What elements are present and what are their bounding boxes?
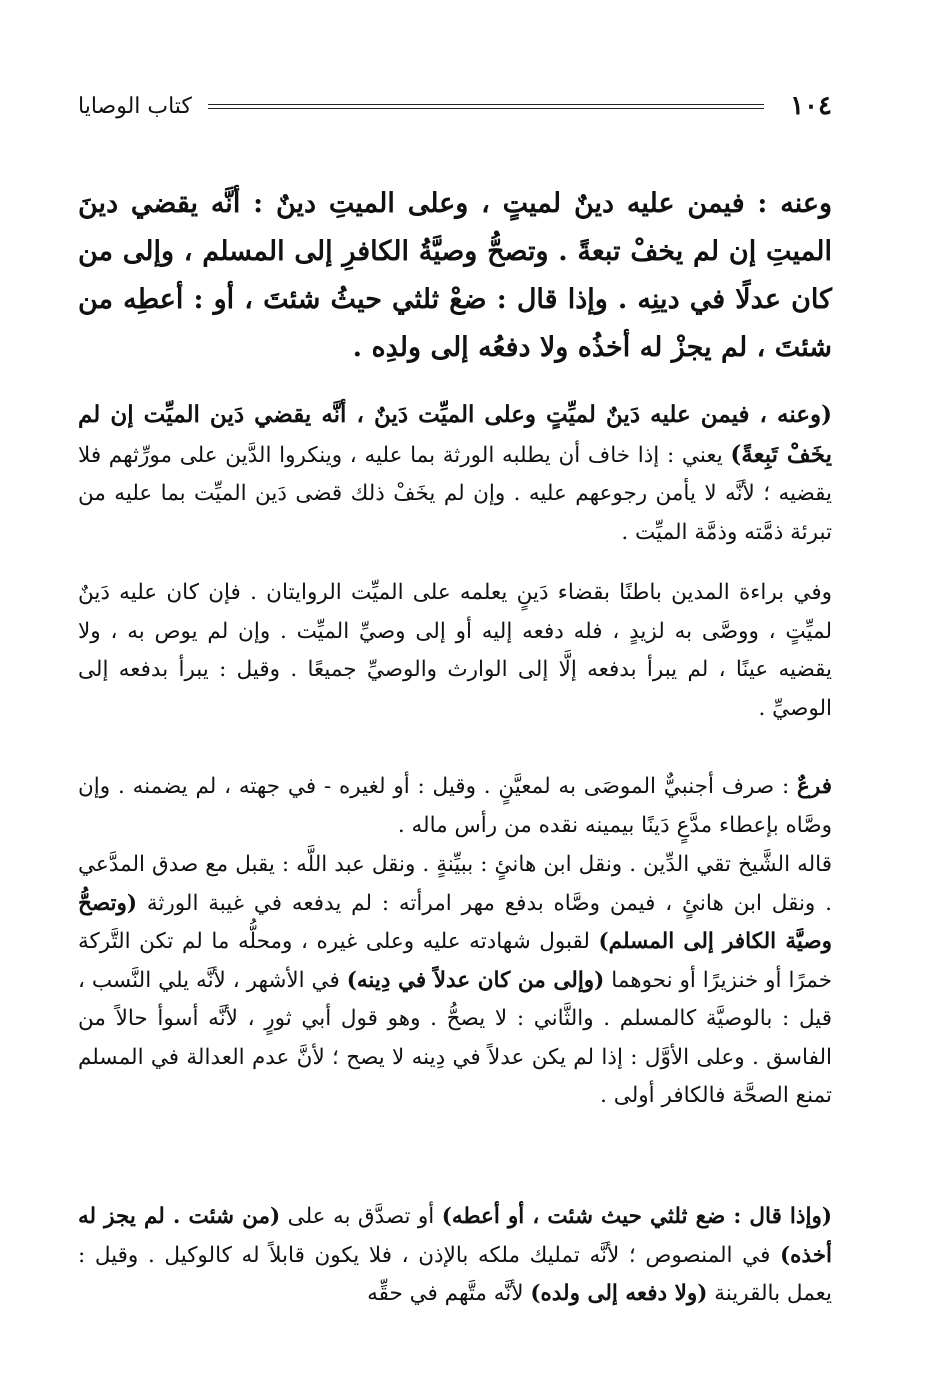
commentary-lemma: (ولا دفعه إلى ولده) [530,1281,708,1306]
commentary-text: لأنَّه متَّهم في حقِّه [367,1281,531,1306]
commentary-lemma: (وتصحُّ وصيَّة الكافر إلى المسلم) [78,890,832,954]
commentary-paragraph-3 [78,768,832,845]
commentary-lemma: (وعنه ، فيمن عليه دَينٌ لميِّتٍ وعلى الميِّت دَينٌ ، أنَّه يقضي دَين الميِّت إن لم يخَفْ تَبِعةً) [78,401,832,468]
book-title: كتاب الوصايا [78,93,192,119]
commentary-text: وفي براءة المدين باطنًا بقضاء دَينٍ يعلمه على الميِّت الروايتان . فإن كان عليه دَينٌ لميِّتٍ ، ووصَّى به لزيدٍ ، فله دفعه إليه أو إلى وصيِّ الميِّت . وإن لم يوص به ، ولا يقضيه عينًا ، لم يبرأ بدفعه إلَّا إلى الوارث والوصيِّ جميعًا . وقيل : يبرأ بدفعه إلى الوصيِّ . [78,580,832,721]
section-label-far: فرعٌ [797,774,832,799]
commentary-paragraph-1 [78,396,832,552]
header-rule [208,104,764,109]
commentary-paragraph-5 [78,1198,832,1314]
commentary-text: أو تصدَّق به على [280,1204,442,1229]
commentary-text: في الأشهر ، لأنَّه يلي النَّسب ، قيل : بالوصيَّة كالمسلم . والثَّاني : لا يصحُّ . وهو قول أبي ثورٍ ، لأنَّه أسوأ حالاً من الفاسق . وعلى الأوَّل : إذا لم يكن عدلاً في دِينه لا يصح ؛ لأنَّ عدم العدالة في المسلم تمنع الصحَّة فالكافر أولى . [78,967,832,1108]
commentary-lemma: (وإلى من كان عدلاً في دِينه) [346,967,605,993]
commentary-text: : صرف أجنبيٌّ الموصَى به لمعيَّنٍ . وقيل : أو لغيره - في جهته ، لم يضمنه . وإن وصَّاه بإعطاء مدَّعٍ دَينًا بيمينه نقده من رأس ماله . [78,774,832,838]
commentary-text: في المنصوص ؛ لأنَّه تمليك ملكه بالإذن ، فلا يكون قابلاً له كالوكيل . وقيل : يعمل بالقرينة [78,1242,832,1306]
commentary-paragraph-2 [78,574,832,728]
commentary-lemma: (وإذا قال : ضع ثلثي حيث شئت ، أو أعطه) [441,1204,832,1229]
running-header [78,86,832,126]
matn-text: وعنه : فيمن عليه دينٌ لميتٍ ، وعلى الميتِ دينٌ : أنَّه يقضي دينَ الميتِ إن لم يخفْ تبعةً . وتصحُّ وصيَّةُ الكافرِ إلى المسلم ، وإلى من كان عدلًا في دينِه . وإذا قال : ضعْ ثلثي حيثُ شئتَ ، أو : أعطِه من شئتَ ، لم يجزْ له أخذُه ولا دفعُه إلى ولدِه . [78,188,832,363]
page-number: ١٠٤ [790,91,832,121]
page [78,0,832,1374]
commentary-lemma: (من شئت . لم يجز له أخذه) [78,1204,832,1268]
commentary-text: يعني : إذا خاف أن يطلبه الورثة بما عليه ، وينكروا الدَّين على مورِّثهم فلا يقضيه ؛ لأنَّه لا يأمن رجوعهم عليه . وإن لم يخَفْ ذلك قضى دَين الميِّت بما عليه من تبرئة ذمَّته وذمَّة الميِّت . [78,442,832,545]
commentary-text: لقبول شهادته عليه وعلى غيره ، ومحلُّه ما لم تكن التَّركة خمرًا أو خنزيرًا أو نحوهما [78,929,833,993]
commentary-paragraph-4 [78,846,832,1116]
commentary-text: قاله الشَّيخ تقي الدِّين . ونقل ابن هانئٍ : ببيِّنةٍ . ونقل عبد اللَّه : يقبل مع صدق المدَّعي . ونقل ابن هانئٍ ، فيمن وصَّاه بدفع مهر امرأته : لم يدفعه في غيبة الورثة [78,852,832,916]
